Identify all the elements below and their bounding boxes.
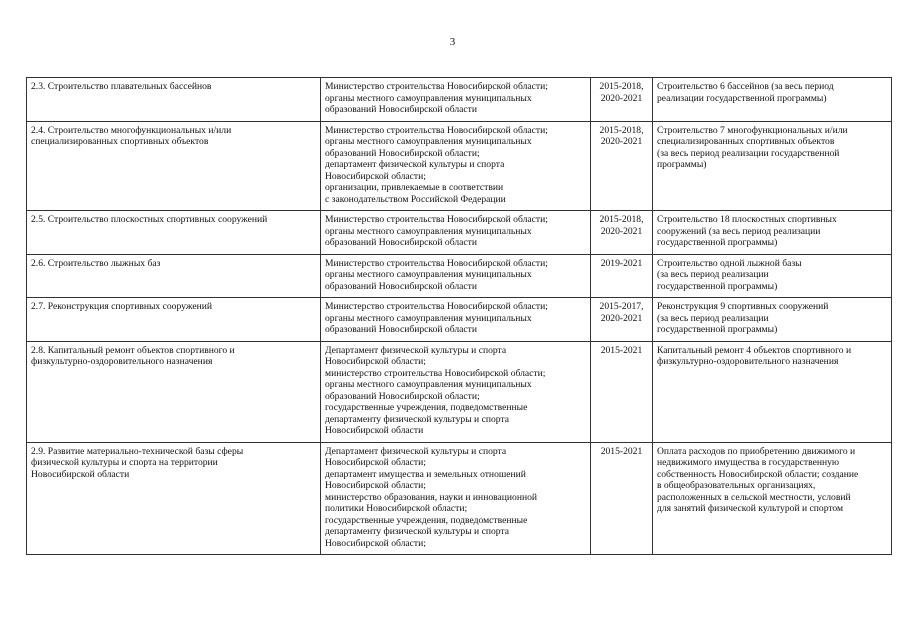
executor-line: Департамент физической культуры и спорта xyxy=(325,445,507,457)
period-line: 2020-2021 xyxy=(600,312,643,324)
result-line: Капитальный ремонт 4 объектов спортивного и xyxy=(657,344,852,356)
result-line: Реконструкция 9 спортивных сооружений xyxy=(657,301,829,312)
item-line: 2.7. Реконструкция спортивных сооружений xyxy=(31,301,212,312)
executor-line: Министерство строительства Новосибирской области; xyxy=(325,214,548,225)
result-line: недвижимого имущества в государственную xyxy=(657,457,840,468)
executor-line: с законодательством Российской Федерации xyxy=(325,193,506,205)
executor-line: государственные учреждения, подведомственные xyxy=(325,402,528,413)
executor-cell xyxy=(321,442,591,555)
result-cell xyxy=(653,78,892,122)
table-row xyxy=(27,121,892,211)
item-line: физкультурно-оздоровительного назначения xyxy=(31,356,213,367)
item-line: 2.5. Строительство плоскостных спортивных сооружений xyxy=(31,214,268,225)
executor-line: Новосибирской области; xyxy=(325,537,426,549)
executor-line: Новосибирской области; xyxy=(325,170,426,182)
item-line: 2.9. Развитие материально-технической базы сферы xyxy=(31,445,244,457)
period-cell xyxy=(591,254,653,298)
result-line: государственной программы) xyxy=(657,237,778,248)
executor-line: государственные учреждения, подведомственные xyxy=(325,514,528,526)
result-cell xyxy=(653,254,892,298)
result-line: государственной программы) xyxy=(657,324,778,335)
result-line: сооружений (за весь период реализации xyxy=(657,225,821,237)
program-table xyxy=(26,77,892,555)
period-cell xyxy=(591,298,653,342)
executor-cell xyxy=(321,341,591,442)
period-line: 2019-2021 xyxy=(600,257,643,269)
table-row xyxy=(27,78,892,122)
period-line: 2020-2021 xyxy=(600,92,643,104)
item-cell xyxy=(27,254,321,298)
result-cell xyxy=(653,341,892,442)
result-cell xyxy=(653,298,892,342)
result-line: Строительство 7 многофункциональных и/или xyxy=(657,124,848,136)
period-cell xyxy=(591,341,653,442)
item-line: 2.3. Строительство плавательных бассейнов xyxy=(31,81,212,92)
result-line: в общеобразовательных организациях, xyxy=(657,480,816,491)
executor-line: образований Новосибирской области; xyxy=(325,147,480,159)
result-line: для занятий физической культурой и спортом xyxy=(657,503,844,514)
executor-line: министерство строительства Новосибирской области; xyxy=(325,367,546,379)
executor-line: Новосибирской области; xyxy=(325,457,426,468)
executor-line: образований Новосибирской области; xyxy=(325,390,480,402)
item-line: физической культуры и спорта на территории xyxy=(31,457,218,468)
result-cell xyxy=(653,442,892,555)
executor-cell xyxy=(321,254,591,298)
result-line: Строительство 18 плоскостных спортивных xyxy=(657,214,837,225)
item-cell xyxy=(27,78,321,122)
table-row xyxy=(27,341,892,442)
executor-line: Новосибирской области; xyxy=(325,480,426,491)
item-line: специализированных спортивных объектов xyxy=(31,136,209,147)
executor-line: органы местного самоуправления муниципальных xyxy=(325,312,532,324)
result-line: реализации государственной программы) xyxy=(657,92,827,104)
executor-line: органы местного самоуправления муниципальных xyxy=(325,379,532,390)
table-row xyxy=(27,211,892,255)
result-line: (за весь период реализации xyxy=(657,312,769,324)
period-line: 2015-2018, xyxy=(599,81,644,92)
page-number: 3 xyxy=(449,36,456,48)
executor-line: образований Новосибирской области xyxy=(325,324,477,335)
result-line: физкультурно-оздоровительного назначения xyxy=(657,356,839,367)
executor-line: политики Новосибирской области; xyxy=(325,503,468,514)
result-line: (за весь период реализации xyxy=(657,269,769,280)
item-cell xyxy=(27,211,321,255)
period-line: 2015-2021 xyxy=(600,344,643,356)
table-row xyxy=(27,298,892,342)
item-line: 2.8. Капитальный ремонт объектов спортивного и xyxy=(31,344,235,356)
period-line: 2020-2021 xyxy=(600,136,643,147)
executor-line: Министерство строительства Новосибирской области; xyxy=(325,124,548,136)
executor-line: органы местного самоуправления муниципальных xyxy=(325,269,532,280)
period-line: 2015-2017, xyxy=(599,301,644,312)
item-cell xyxy=(27,442,321,555)
executor-cell xyxy=(321,78,591,122)
executor-line: органы местного самоуправления муниципальных xyxy=(325,92,532,104)
executor-line: органы местного самоуправления муниципальных xyxy=(325,225,532,237)
executor-line: образований Новосибирской области xyxy=(325,280,477,292)
executor-line: Новосибирской области xyxy=(325,425,424,436)
result-line: Строительство одной лыжной базы xyxy=(657,257,802,269)
executor-line: департамент физической культуры и спорта xyxy=(325,159,505,170)
result-line: (за весь период реализации государственной xyxy=(657,147,840,159)
executor-line: образований Новосибирской области xyxy=(325,237,477,248)
executor-line: Министерство строительства Новосибирской области; xyxy=(325,81,548,92)
result-cell xyxy=(653,121,892,211)
result-line: государственной программы) xyxy=(657,280,778,292)
period-cell xyxy=(591,78,653,122)
executor-line: Министерство строительства Новосибирской области; xyxy=(325,301,548,312)
executor-line: департаменту физической культуры и спорта xyxy=(325,413,510,425)
period-line: 2015-2021 xyxy=(600,445,643,457)
item-cell xyxy=(27,341,321,442)
executor-cell xyxy=(321,121,591,211)
item-line: 2.6. Строительство лыжных баз xyxy=(31,257,161,269)
result-line: расположенных в сельской местности, условий xyxy=(657,491,851,503)
result-line: специализированных спортивных объектов xyxy=(657,136,835,147)
executor-line: образований Новосибирской области xyxy=(325,104,477,115)
item-cell xyxy=(27,121,321,211)
result-line: программы) xyxy=(657,159,707,170)
result-line: Оплата расходов по приобретению движимого и xyxy=(657,445,856,457)
executor-line: Министерство строительства Новосибирской области; xyxy=(325,257,548,269)
executor-line: органы местного самоуправления муниципальных xyxy=(325,136,532,147)
executor-cell xyxy=(321,211,591,255)
period-cell xyxy=(591,442,653,555)
executor-line: Новосибирской области; xyxy=(325,356,426,367)
executor-line: департамент имущества и земельных отношений xyxy=(325,468,526,480)
result-line: собственность Новосибирской области; создание xyxy=(657,468,859,480)
executor-line: организации, привлекаемые в соответствии xyxy=(325,182,504,193)
item-line: 2.4. Строительство многофункциональных и/или xyxy=(31,124,232,136)
executor-line: департаменту физической культуры и спорта xyxy=(325,526,510,537)
executor-cell xyxy=(321,298,591,342)
item-line: Новосибирской области xyxy=(31,468,130,480)
table-row xyxy=(27,254,892,298)
executor-line: министерство образования, науки и инновационной xyxy=(325,491,538,503)
period-line: 2015-2018, xyxy=(599,124,644,136)
period-line: 2015-2018, xyxy=(599,214,644,225)
period-cell xyxy=(591,211,653,255)
executor-line: Департамент физической культуры и спорта xyxy=(325,344,507,356)
item-cell xyxy=(27,298,321,342)
period-line: 2020-2021 xyxy=(600,225,643,237)
period-cell xyxy=(591,121,653,211)
table-row xyxy=(27,442,892,555)
result-cell xyxy=(653,211,892,255)
result-line: Строительство 6 бассейнов (за весь период xyxy=(657,81,834,92)
